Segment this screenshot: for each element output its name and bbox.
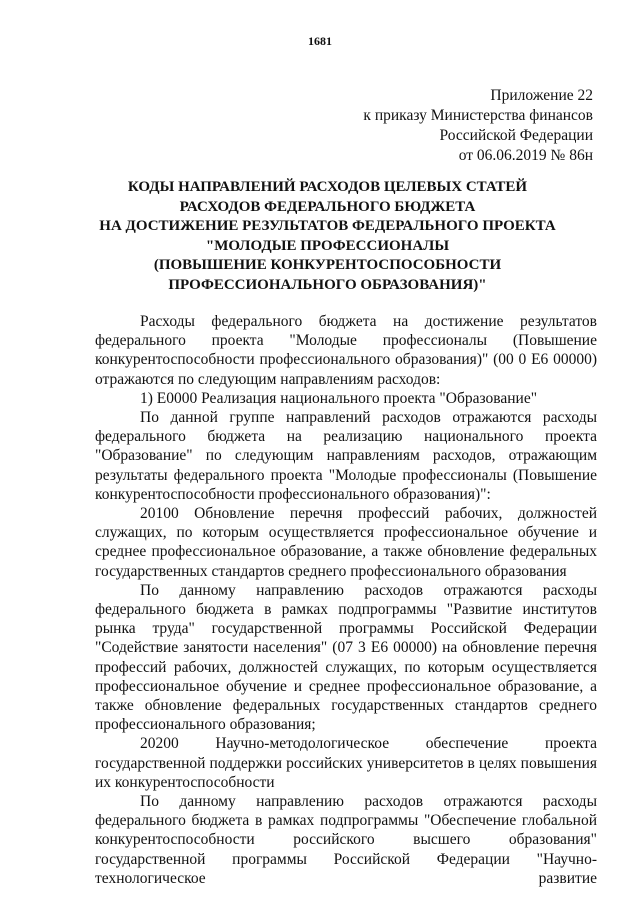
document-body (95, 312, 597, 888)
paragraph-code-20200-description: По данному направлению расходов отражаются расходы федерального бюджета в рамках подпрограммы "Обеспечение глобальной конкурентоспособности российского высшего образования" государственной программы Российской Федерации "Научно-технологическое развитие (95, 793, 597, 887)
title-line-3: НА ДОСТИЖЕНИЕ РЕЗУЛЬТАТОВ ФЕДЕРАЛЬНОГО ПРОЕКТА (99, 218, 556, 234)
title-line-6: ПРОФЕССИОНАЛЬНОГО ОБРАЗОВАНИЯ)" (168, 276, 487, 293)
appendix-header (293, 86, 593, 166)
paragraph-section-heading: 1) Е0000 Реализация национального проекта "Образование" (140, 389, 538, 407)
title-line-4: "МОЛОДЫЕ ПРОФЕССИОНАЛЫ (205, 237, 450, 254)
paragraph-code-20200: 20200 Научно-методологическое обеспечение проекта государственной поддержки российских университетов в целях повышения их конкурентоспособности (95, 735, 597, 791)
appendix-number: Приложение 22 (490, 87, 593, 104)
title-line-2: РАСХОДОВ ФЕДЕРАЛЬНОГО БЮДЖЕТА (179, 198, 476, 215)
paragraph-group-description: По данной группе направлений расходов отражаются расходы федерального бюджета на реализацию национального проекта "Образование" по следующим направлениям расходов, отражающим результаты федерального проекта "Молодые профессионалы (Повышение конкурентоспособности профессионального образования)": (95, 409, 597, 503)
paragraph-code-20100: 20100 Обновление перечня профессий рабочих, должностей служащих, по которым осуществляется профессиональное обучение и среднее профессиональное образование, а также обновление федеральных государственных стандартов среднего профессионального образования (95, 505, 597, 580)
paragraph-intro: Расходы федерального бюджета на достижение результатов федерального проекта "Молодые профессионалы (Повышение конкурентоспособности профессионального образования)" (00 0 Е6 00000) отражаются по следующим направлениям расходов: (95, 313, 597, 388)
appendix-issuer: Российской Федерации (439, 127, 593, 144)
paragraph-code-20100-description: По данному направлению расходов отражаются расходы федерального бюджета в рамках подпрограммы "Развитие институтов рынка труда" государственной программы Российской Федерации "Содействие занятости населения" (07 3 Е6 00000) на обновление перечня профессий рабочих, должностей служащих, по которым осуществляется профессиональное обучение и среднее профессиональное образование, а также обновление федеральных государственных стандартов среднего профессионального образования; (95, 581, 597, 734)
page-number: 1681 (308, 34, 332, 48)
appendix-order-reference: к приказу Министерства финансов (363, 107, 593, 124)
title-line-1: КОДЫ НАПРАВЛЕНИЙ РАСХОДОВ ЦЕЛЕВЫХ СТАТЕЙ (127, 179, 528, 195)
title-line-5: (ПОВЫШЕНИЕ КОНКУРЕНТОСПОСОБНОСТИ (153, 257, 502, 273)
document-title (80, 178, 575, 295)
appendix-date-number: от 06.06.2019 № 86н (458, 147, 593, 164)
